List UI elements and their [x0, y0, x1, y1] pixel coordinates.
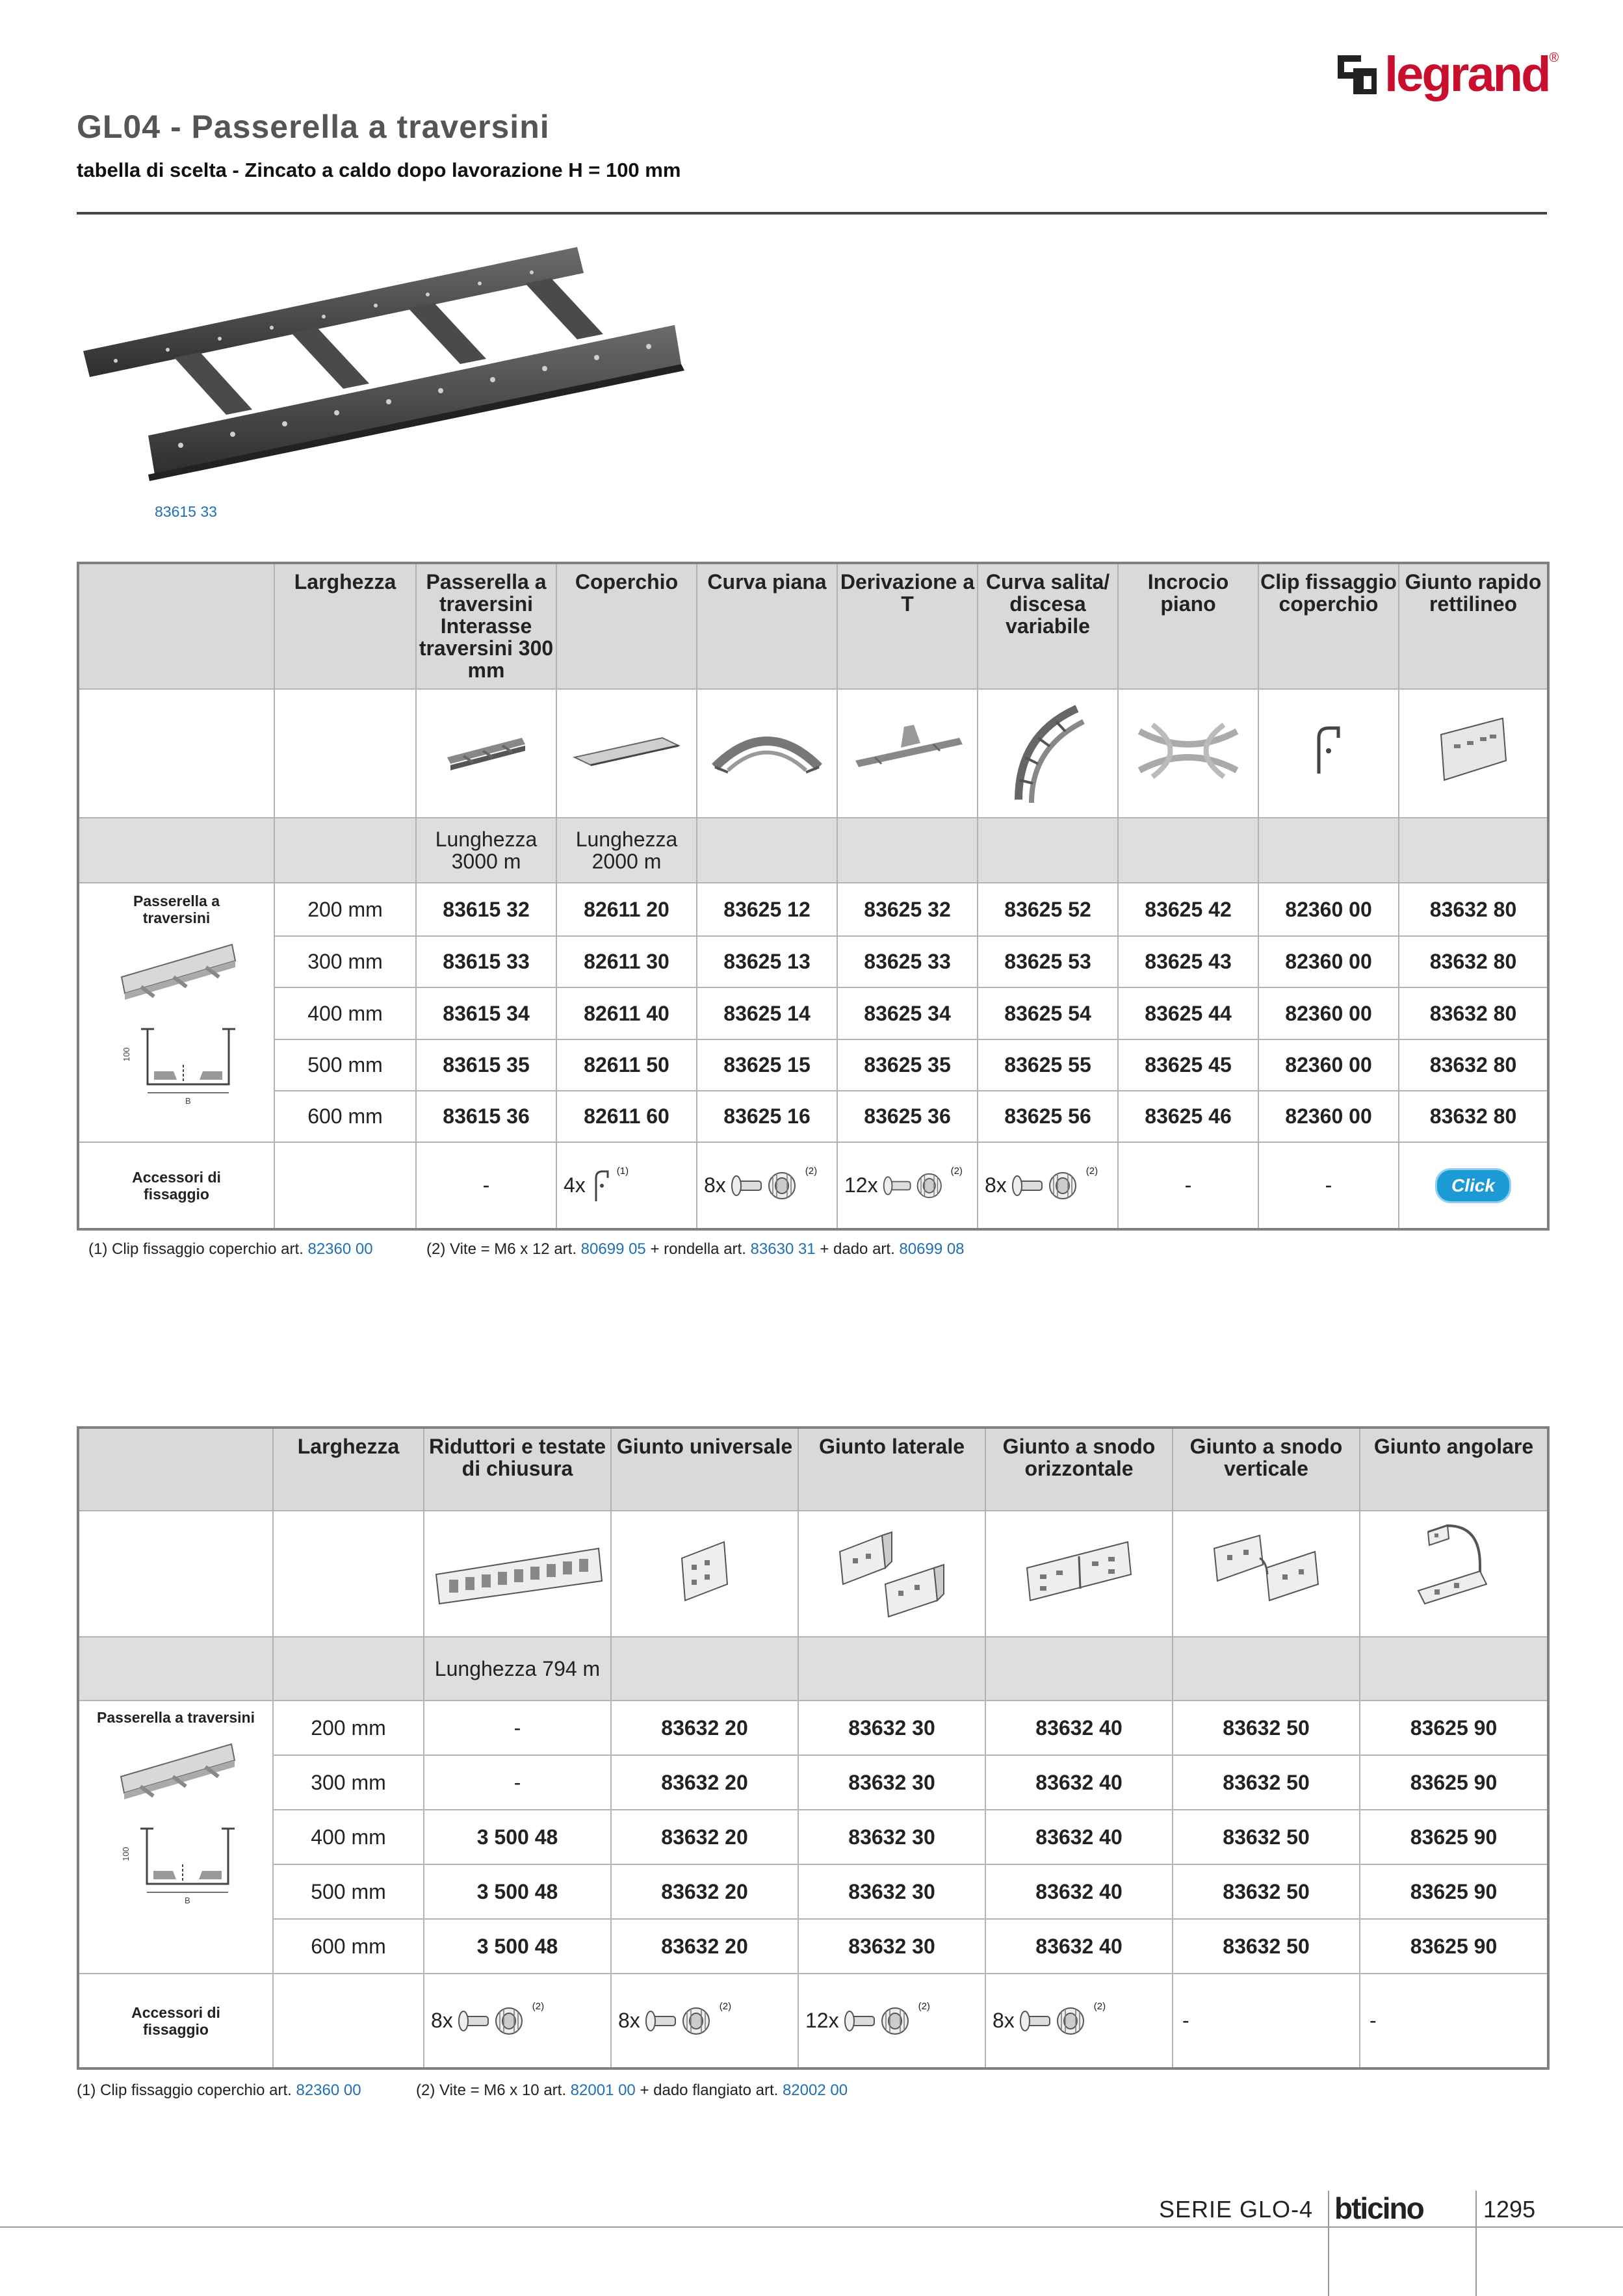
hero-code: 83615 33	[155, 503, 217, 520]
acc-cell	[424, 1974, 611, 2068]
product-image-cell	[1399, 689, 1548, 818]
code-cell: 83632 40	[985, 1919, 1173, 1974]
acc-cell	[978, 1142, 1118, 1229]
acc-qty: 8x	[618, 2009, 640, 2032]
bolt-nut-icon	[730, 1169, 801, 1202]
code-cell: 83625 90	[1360, 1864, 1548, 1919]
clip-image	[1309, 722, 1348, 780]
length-cell: Lunghezza 2000 m	[556, 818, 697, 883]
svg-text:B: B	[185, 1096, 191, 1106]
length-cell: Lunghezza 3000 m	[416, 818, 556, 883]
code-cell: 83632 30	[798, 1864, 985, 1919]
table-row	[78, 987, 1548, 1039]
empty-cell	[274, 689, 416, 818]
variable-riser-image	[1006, 696, 1090, 806]
code-cell: 83625 54	[978, 987, 1118, 1039]
footer-separator	[1475, 2191, 1477, 2296]
code-cell: 83632 80	[1399, 883, 1548, 936]
product-image-cell	[556, 689, 697, 818]
code-cell: 3 500 48	[424, 1919, 611, 1974]
ladder-tray-image	[444, 725, 528, 777]
empty-cell	[985, 1637, 1173, 1701]
page-title: GL04 - Passerella a traversini	[77, 109, 550, 145]
code-cell: 83632 30	[798, 1701, 985, 1755]
bolt-nut-icon	[1019, 2005, 1090, 2037]
code-cell: 82611 60	[556, 1091, 697, 1142]
quick-joint-image	[1431, 715, 1516, 787]
empty-cell	[78, 1637, 273, 1701]
code-cell: 83632 40	[985, 1701, 1173, 1755]
legrand-mark-icon	[1338, 55, 1377, 94]
note-text: (1) Clip fissaggio coperchio art.	[88, 1240, 304, 1258]
note-text: + dado flangiato art.	[640, 2081, 779, 2099]
code-cell: 83615 36	[416, 1091, 556, 1142]
svg-text:B: B	[184, 1896, 190, 1905]
note-ref: 82360 00	[307, 1240, 373, 1258]
bolt-nut-icon	[457, 2005, 528, 2037]
empty-cell	[798, 1637, 985, 1701]
vertical-hinge-joint-image	[1201, 1522, 1331, 1620]
width-cell: 500 mm	[274, 1039, 416, 1091]
empty-cell	[837, 818, 978, 883]
col-header: Giunto a snodo orizzontale	[985, 1428, 1173, 1511]
col-header: Larghezza	[273, 1428, 424, 1511]
empty-cell	[978, 818, 1118, 883]
acc-cell: -	[416, 1142, 556, 1229]
acc-cell	[611, 1974, 798, 2068]
width-cell: 200 mm	[273, 1701, 424, 1755]
click-badge: Click	[1435, 1168, 1511, 1203]
product-image-cell	[1360, 1511, 1548, 1637]
side-cell	[78, 883, 274, 1142]
empty-cell	[273, 1974, 424, 2068]
code-cell: 83632 80	[1399, 936, 1548, 987]
bolt-nut-icon	[882, 1169, 947, 1202]
clip-small-icon	[590, 1168, 613, 1204]
code-cell: 83632 50	[1173, 1701, 1360, 1755]
product-image-cell	[416, 689, 556, 818]
code-cell: 83632 20	[611, 1755, 798, 1810]
accessories-label-cell	[78, 1974, 273, 2068]
acc-cell: -	[1173, 1974, 1360, 2068]
empty-cell	[78, 1511, 273, 1637]
angle-joint-image	[1409, 1519, 1500, 1623]
code-cell: 83625 14	[697, 987, 837, 1039]
width-cell: 300 mm	[273, 1755, 424, 1810]
col-header: Curva piana	[697, 563, 837, 689]
code-cell: 83625 45	[1118, 1039, 1258, 1091]
svg-text:100: 100	[121, 1047, 131, 1062]
selection-table-1	[77, 562, 1550, 1231]
empty-cell	[274, 818, 416, 883]
table-row	[78, 1701, 1548, 1755]
code-cell: 82611 30	[556, 936, 697, 987]
footer-divider	[0, 2226, 1623, 2228]
code-cell: 83632 50	[1173, 1810, 1360, 1864]
code-cell: 82360 00	[1258, 883, 1399, 936]
code-cell: 83632 30	[798, 1755, 985, 1810]
code-cell: 83632 20	[611, 1810, 798, 1864]
col-header: Passerella a traversini Interasse traversini 300 mm	[416, 563, 556, 689]
cell: -	[424, 1755, 611, 1810]
acc-qty: 12x	[805, 2009, 839, 2032]
col-header: Giunto rapido rettilineo	[1399, 563, 1548, 689]
note-text: (2) Vite = M6 x 12 art.	[426, 1240, 577, 1258]
code-cell: 83625 36	[837, 1091, 978, 1142]
code-cell: 82360 00	[1258, 1091, 1399, 1142]
tee-image	[849, 722, 966, 780]
code-cell: 83625 15	[697, 1039, 837, 1091]
product-image-cell	[611, 1511, 798, 1637]
acc-sup: (1)	[616, 1166, 629, 1177]
code-cell: 83632 50	[1173, 1864, 1360, 1919]
corner-cell	[78, 563, 274, 689]
accessories-label: Accessori di fissaggio	[131, 2003, 220, 2038]
length-cell: Lunghezza 794 m	[424, 1637, 611, 1701]
acc-sup: (2)	[918, 2001, 930, 2012]
code-cell: 83615 34	[416, 987, 556, 1039]
empty-cell	[1173, 1637, 1360, 1701]
col-header: Incrocio piano	[1118, 563, 1258, 689]
col-header: Larghezza	[274, 563, 416, 689]
bticino-logo	[1334, 2193, 1423, 2223]
code-cell: 83632 80	[1399, 987, 1548, 1039]
note-text: (1) Clip fissaggio coperchio art.	[77, 2081, 292, 2099]
empty-cell	[1118, 818, 1258, 883]
note-ref: 80699 05	[580, 1240, 646, 1258]
table-row	[78, 1810, 1548, 1864]
table-row	[78, 1755, 1548, 1810]
tray-section-image	[101, 1731, 251, 1907]
product-image-cell	[697, 689, 837, 818]
width-cell: 400 mm	[274, 987, 416, 1039]
col-header: Riduttori e testate di chiusura	[424, 1428, 611, 1511]
empty-cell	[273, 1511, 424, 1637]
accessories-label-cell	[78, 1142, 274, 1229]
acc-cell	[985, 1974, 1173, 2068]
product-image-cell	[837, 689, 978, 818]
empty-cell	[78, 689, 274, 818]
empty-cell	[273, 1637, 424, 1701]
acc-sup: (2)	[719, 2001, 732, 2012]
footer-separator	[1328, 2191, 1329, 2296]
code-cell: 83632 30	[798, 1810, 985, 1864]
acc-sup: (2)	[1085, 1166, 1098, 1177]
product-image-cell	[1118, 689, 1258, 818]
code-cell: 83625 35	[837, 1039, 978, 1091]
code-cell: 83632 40	[985, 1755, 1173, 1810]
code-cell: 83625 56	[978, 1091, 1118, 1142]
code-cell: 83632 20	[611, 1864, 798, 1919]
acc-cell	[697, 1142, 837, 1229]
col-header: Curva salita/ discesa variabile	[978, 563, 1118, 689]
table-row	[78, 1864, 1548, 1919]
logo-registered: ®	[1549, 51, 1559, 65]
col-header: Giunto a snodo verticale	[1173, 1428, 1360, 1511]
code-cell: 82360 00	[1258, 1039, 1399, 1091]
product-image-cell	[798, 1511, 985, 1637]
code-cell: 83632 40	[985, 1810, 1173, 1864]
acc-sup: (2)	[532, 2001, 545, 2012]
code-cell: 83625 90	[1360, 1810, 1548, 1864]
code-cell: 83615 32	[416, 883, 556, 936]
bolt-nut-icon	[1011, 1169, 1082, 1202]
table-row	[78, 883, 1548, 936]
code-cell: 83625 34	[837, 987, 978, 1039]
table-row	[78, 1919, 1548, 1974]
code-cell: 83625 16	[697, 1091, 837, 1142]
code-cell: 83625 44	[1118, 987, 1258, 1039]
side-cell	[78, 1701, 273, 1974]
col-header: Giunto universale	[611, 1428, 798, 1511]
acc-cell: -	[1118, 1142, 1258, 1229]
note-ref: 80699 08	[899, 1240, 965, 1258]
code-cell: 83632 20	[611, 1701, 798, 1755]
code-cell: 83625 90	[1360, 1919, 1548, 1974]
product-image-cell	[1258, 689, 1399, 818]
code-cell: 83625 43	[1118, 936, 1258, 987]
accessories-label: Accessori di fissaggio	[132, 1168, 221, 1203]
table-row	[78, 936, 1548, 987]
table-row	[78, 1091, 1548, 1142]
acc-cell: -	[1258, 1142, 1399, 1229]
tray-section-image	[102, 932, 252, 1107]
col-header: Derivazione a T	[837, 563, 978, 689]
acc-cell	[837, 1142, 978, 1229]
code-cell: 82611 20	[556, 883, 697, 936]
acc-sup: (2)	[1093, 2001, 1106, 2012]
table1-note-1	[88, 1240, 373, 1259]
code-cell: 83632 40	[985, 1864, 1173, 1919]
code-cell: 83625 53	[978, 936, 1118, 987]
code-cell: 82360 00	[1258, 936, 1399, 987]
acc-cell	[798, 1974, 985, 2068]
code-cell: 82611 50	[556, 1039, 697, 1091]
side-joint-image	[827, 1522, 957, 1620]
code-cell: 83625 12	[697, 883, 837, 936]
code-cell: 83632 50	[1173, 1919, 1360, 1974]
code-cell: 83625 52	[978, 883, 1118, 936]
width-cell: 600 mm	[273, 1919, 424, 1974]
code-cell: 83615 33	[416, 936, 556, 987]
code-cell: 83625 90	[1360, 1755, 1548, 1810]
empty-cell	[274, 1142, 416, 1229]
acc-qty: 8x	[985, 1173, 1007, 1197]
code-cell: 83615 35	[416, 1039, 556, 1091]
product-image-cell	[1173, 1511, 1360, 1637]
width-cell: 300 mm	[274, 936, 416, 987]
empty-cell	[611, 1637, 798, 1701]
note-ref: 83630 31	[750, 1240, 816, 1258]
universal-joint-image	[672, 1535, 737, 1607]
col-header: Giunto laterale	[798, 1428, 985, 1511]
col-header: Giunto angolare	[1360, 1428, 1548, 1511]
side-label: Passerella a traversini	[97, 1709, 255, 1726]
acc-cell	[1399, 1142, 1548, 1229]
page-subtitle: tabella di scelta - Zincato a caldo dopo lavorazione H = 100 mm	[77, 159, 681, 181]
selection-table-2	[77, 1426, 1550, 2070]
code-cell: 83632 50	[1173, 1755, 1360, 1810]
note-text: + dado art.	[820, 1240, 895, 1258]
acc-cell: -	[1360, 1974, 1548, 2068]
side-label: Passerella a traversini	[133, 893, 220, 926]
table2-note-1	[77, 2081, 361, 2100]
note-text: (2) Vite = M6 x 10 art.	[416, 2081, 566, 2099]
empty-cell	[1399, 818, 1548, 883]
cable-ladder-image	[77, 247, 701, 494]
product-image-cell	[985, 1511, 1173, 1637]
width-cell: 200 mm	[274, 883, 416, 936]
product-image-cell	[424, 1511, 611, 1637]
code-cell: 83632 80	[1399, 1091, 1548, 1142]
table-row	[78, 1039, 1548, 1091]
accessories-row	[78, 1974, 1548, 2068]
code-cell: 83632 30	[798, 1919, 985, 1974]
flat-bend-image	[708, 722, 825, 780]
bolt-nut-icon	[843, 2005, 915, 2037]
empty-cell	[1258, 818, 1399, 883]
reducers-endcaps-image	[430, 1535, 605, 1607]
code-cell: 3 500 48	[424, 1810, 611, 1864]
product-image-cell	[978, 689, 1118, 818]
acc-qty: 8x	[431, 2009, 453, 2032]
acc-sup: (2)	[950, 1166, 963, 1177]
bticino-text: bticino	[1334, 2191, 1423, 2225]
empty-cell	[78, 818, 274, 883]
corner-cell	[78, 1428, 273, 1511]
code-cell: 82360 00	[1258, 987, 1399, 1039]
code-cell: 83632 80	[1399, 1039, 1548, 1091]
code-cell: 83632 20	[611, 1919, 798, 1974]
series-label: SERIE GLO-4	[1159, 2196, 1314, 2223]
title-divider	[77, 212, 1547, 215]
code-cell: 83625 32	[837, 883, 978, 936]
col-header: Coperchio	[556, 563, 697, 689]
acc-sup: (2)	[805, 1166, 818, 1177]
acc-cell	[556, 1142, 697, 1229]
code-cell: 83625 33	[837, 936, 978, 987]
svg-text:100: 100	[120, 1847, 131, 1861]
code-cell: 83625 90	[1360, 1701, 1548, 1755]
accessories-row	[78, 1142, 1548, 1229]
note-ref: 82002 00	[782, 2081, 848, 2099]
col-header: Clip fissaggio coperchio	[1258, 563, 1399, 689]
legrand-logo	[1338, 47, 1559, 103]
table1-note-2	[426, 1240, 965, 1259]
note-ref: 82001 00	[570, 2081, 636, 2099]
empty-cell	[697, 818, 837, 883]
cover-image	[571, 731, 682, 770]
cell: -	[424, 1701, 611, 1755]
note-ref: 82360 00	[296, 2081, 361, 2099]
code-cell: 82611 40	[556, 987, 697, 1039]
table2-note-2	[416, 2081, 848, 2100]
acc-qty: 4x	[564, 1173, 586, 1197]
code-cell: 83625 42	[1118, 883, 1258, 936]
code-cell: 3 500 48	[424, 1864, 611, 1919]
code-cell: 83625 55	[978, 1039, 1118, 1091]
cross-image	[1133, 718, 1243, 783]
code-cell: 83625 46	[1118, 1091, 1258, 1142]
acc-qty: 12x	[844, 1173, 878, 1197]
acc-qty: 8x	[993, 2009, 1015, 2032]
page-number: 1295	[1483, 2196, 1536, 2223]
width-cell: 500 mm	[273, 1864, 424, 1919]
code-cell: 83625 13	[697, 936, 837, 987]
bolt-nut-icon	[644, 2005, 716, 2037]
logo-text: legrand	[1384, 47, 1550, 102]
note-text: + rondella art.	[650, 1240, 746, 1258]
empty-cell	[1360, 1637, 1548, 1701]
acc-qty: 8x	[704, 1173, 726, 1197]
width-cell: 600 mm	[274, 1091, 416, 1142]
width-cell: 400 mm	[273, 1810, 424, 1864]
horizontal-hinge-joint-image	[1020, 1535, 1137, 1607]
